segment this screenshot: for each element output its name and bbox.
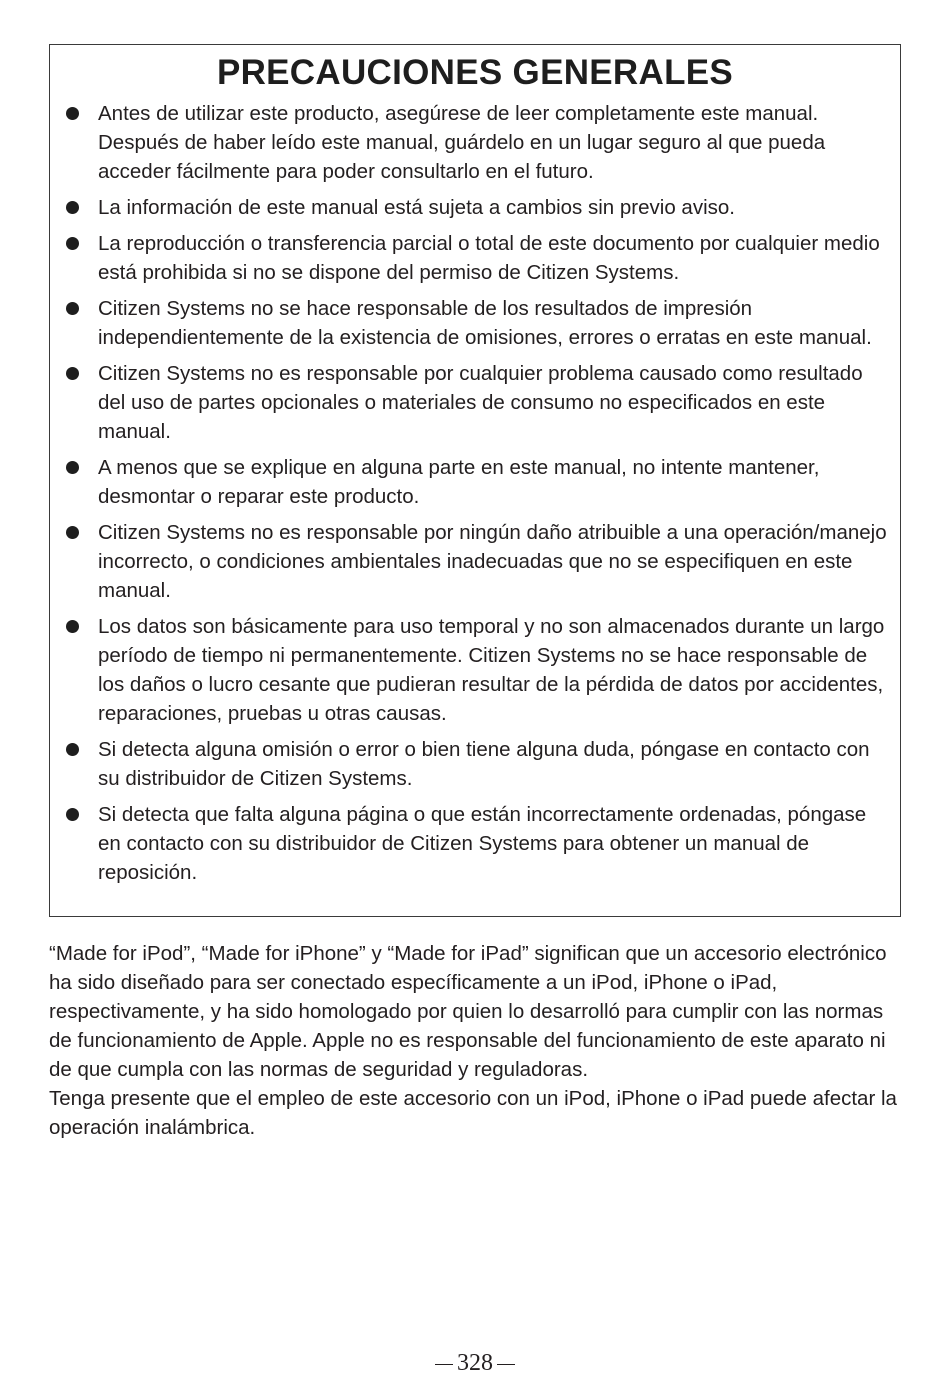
dash-left-icon [435,1364,453,1366]
list-item-text: Si detecta que falta alguna página o que están incorrectamente ordenadas, póngase en contacto con su distribuidor de Citizen Systems para obtener un manual de reposición. [98,803,867,884]
apple-notice [49,939,909,1142]
section-title: PRECAUCIONES GENERALES [216,53,734,92]
bullet-icon [66,526,79,539]
list-item-text: Antes de utilizar este producto, asegúrese de leer completamente este manual. Después de haber leído este manual, guárdelo en un lugar seguro al que pueda acceder fácilmente para poder consultarlo en el futuro. [98,102,826,183]
apple-notice-paragraph: “Made for iPod”, “Made for iPhone” y “Made for iPad” significan que un accesorio electrónico ha sido diseñado para ser conectado específicamente a un iPod, iPhone o iPad, respectivamente, y ha sido homologado por quien lo desarrolló para cumplir con las normas de funcionamiento de Apple. Apple no es responsable del funcionamiento de este aparato ni de que cumpla con las normas de seguridad y reguladoras. [49,942,887,1081]
list-item [50,229,900,287]
bullet-icon [66,237,79,250]
page-number-footer [0,1348,950,1378]
list-item-text: A menos que se explique en alguna parte en este manual, no intente mantener, desmontar o reparar este producto. [98,456,820,508]
list-item [50,735,900,793]
list-item [50,612,900,728]
bullet-icon [66,367,79,380]
list-item [50,193,900,222]
list-item-text: Si detecta alguna omisión o error o bien tiene alguna duda, póngase en contacto con su distribuidor de Citizen Systems. [98,738,870,790]
bullet-icon [66,201,79,214]
bullet-icon [66,743,79,756]
list-item-text: La información de este manual está sujeta a cambios sin previo aviso. [98,196,735,219]
page-number: 328 [457,1350,493,1376]
list-item-text: Citizen Systems no se hace responsable de los resultados de impresión independientemente de la existencia de omisiones, errores o erratas en este manual. [98,297,872,349]
bullet-icon [66,302,79,315]
dash-right-icon [497,1364,515,1366]
bullet-icon [66,808,79,821]
list-item [50,359,900,446]
list-item [50,800,900,887]
precautions-box [49,44,901,917]
list-item [50,518,900,605]
list-item-text: Los datos son básicamente para uso temporal y no son almacenados durante un largo período de tiempo ni permanentemente. Citizen Systems no se hace responsable de los daños o lucro cesante que pudieran resultar de la pérdida de datos por accidentes, reparaciones, pruebas u otras causas. [98,615,885,725]
list-item [50,99,900,186]
precautions-list [50,99,900,887]
list-item [50,453,900,511]
bullet-icon [66,107,79,120]
list-item-text: Citizen Systems no es responsable por cualquier problema causado como resultado del uso de partes opcionales o materiales de consumo no especificados en este manual. [98,362,863,443]
apple-notice-paragraph: Tenga presente que el empleo de este accesorio con un iPod, iPhone o iPad puede afectar la operación inalámbrica. [49,1087,897,1139]
list-item-text: La reproducción o transferencia parcial o total de este documento por cualquier medio está prohibida si no se dispone del permiso de Citizen Systems. [98,232,880,284]
list-item-text: Citizen Systems no es responsable por ningún daño atribuible a una operación/manejo incorrecto, o condiciones ambientales inadecuadas que no se especifiquen en este manual. [98,521,887,602]
list-item [50,294,900,352]
bullet-icon [66,620,79,633]
bullet-icon [66,461,79,474]
